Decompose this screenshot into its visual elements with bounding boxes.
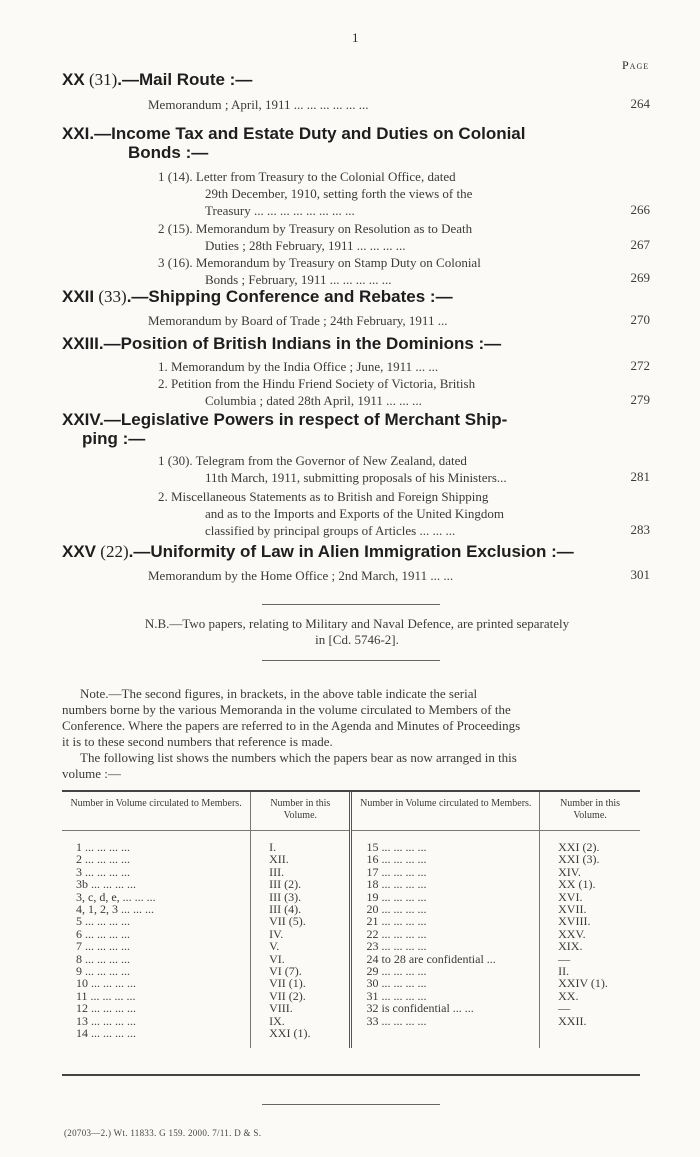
contents-entry bbox=[158, 488, 600, 539]
table-row bbox=[62, 831, 640, 854]
volume-number: IX. bbox=[251, 1015, 351, 1027]
member-number: 8 ... ... ... ... bbox=[62, 953, 251, 965]
table-row bbox=[62, 878, 640, 890]
section-reference: (33) bbox=[94, 287, 127, 306]
entry-page-number: 272 bbox=[630, 358, 650, 373]
entry-line: Memorandum ; April, 1911 ... ... ... ... ... ... bbox=[148, 97, 369, 112]
entry-line: Bonds ; February, 1911 ... ... ... ... ... bbox=[205, 272, 392, 287]
entry-line: 29th December, 1910, setting forth the views of the bbox=[205, 186, 473, 201]
table-row bbox=[62, 1002, 640, 1014]
member-number: 13 ... ... ... ... bbox=[62, 1015, 251, 1027]
entry-line: classified by principal groups of Articles ... ... ... bbox=[205, 523, 456, 538]
member-number: 31 ... ... ... ... bbox=[351, 990, 540, 1002]
section-number: XXII bbox=[62, 287, 95, 306]
table-header: Number in this Volume. bbox=[251, 792, 351, 831]
contents-entry bbox=[158, 220, 600, 254]
table-row bbox=[62, 940, 640, 952]
volume-number: IV. bbox=[251, 928, 351, 940]
member-number: 7 ... ... ... ... bbox=[62, 940, 251, 952]
volume-number: III (4). bbox=[251, 903, 351, 915]
volume-number: III. bbox=[251, 866, 351, 878]
volume-number: — bbox=[558, 1001, 571, 1016]
contents-entry bbox=[148, 312, 600, 329]
entry-line: 11th March, 1911, submitting proposals of his Ministers... bbox=[205, 470, 507, 485]
entry-line: 2. Miscellaneous Statements as to British and Foreign Shipping bbox=[158, 489, 489, 504]
member-number: 1 ... ... ... ... bbox=[62, 831, 251, 854]
contents-entry bbox=[148, 567, 600, 584]
volume-number: XVII. bbox=[558, 902, 587, 917]
entry-page-number: 267 bbox=[630, 237, 650, 252]
section-reference: (31) bbox=[84, 70, 118, 89]
volume-number: XXIV (1). bbox=[558, 976, 608, 991]
section-number: XXV bbox=[62, 542, 97, 561]
member-number: 32 is confidential ... ... bbox=[351, 1002, 540, 1014]
table-header: Number in Volume circulated to Members. bbox=[62, 792, 251, 831]
volume-number: I. bbox=[251, 831, 351, 854]
member-number: 15 ... ... ... ... bbox=[351, 831, 540, 854]
volume-number: XXI (1). bbox=[251, 1027, 351, 1047]
volume-number: XXII. bbox=[558, 1013, 587, 1028]
contents-entry bbox=[158, 254, 600, 288]
volume-number: V. bbox=[251, 940, 351, 952]
section-title: —Income Tax and Estate Duty and Duties on Colonial bbox=[94, 124, 526, 143]
member-number: 3, c, d, e, ... ... ... bbox=[62, 891, 251, 903]
note-line: volume :— bbox=[62, 766, 121, 781]
volume-number: — bbox=[558, 951, 571, 966]
entry-line: 3 (16). Memorandum by Treasury on Stamp Duty on Colonial bbox=[158, 255, 481, 270]
member-number: 12 ... ... ... ... bbox=[62, 1002, 251, 1014]
table-row bbox=[62, 915, 640, 927]
section-reference: (22) bbox=[96, 542, 129, 561]
contents-entry bbox=[158, 375, 600, 409]
table-row bbox=[62, 866, 640, 878]
section-heading bbox=[62, 410, 507, 430]
section-title: .—Uniformity of Law in Alien Immigration Exclusion :— bbox=[128, 542, 574, 561]
member-number: 3 ... ... ... ... bbox=[62, 866, 251, 878]
note-line: Conference. Where the papers are referred to in the Agenda and Minutes of Proceedings bbox=[62, 718, 521, 733]
table-bottom-rule bbox=[62, 1074, 640, 1076]
entry-page-number: 266 bbox=[630, 202, 650, 217]
volume-number bbox=[540, 1027, 640, 1047]
divider bbox=[262, 604, 440, 605]
volume-number: XXI (2). bbox=[558, 840, 600, 854]
volume-number: XVI. bbox=[558, 889, 583, 904]
section-heading bbox=[62, 287, 453, 307]
member-number: 2 ... ... ... ... bbox=[62, 853, 251, 865]
table-row bbox=[62, 1015, 640, 1027]
contents-entry bbox=[158, 168, 600, 219]
volume-number: II. bbox=[558, 964, 570, 979]
member-number: 29 ... ... ... ... bbox=[351, 965, 540, 977]
note-line: numbers borne by the various Memoranda in the volume circulated to Members of the bbox=[62, 702, 511, 717]
volume-number: XXV. bbox=[558, 926, 586, 941]
volume-number: VI. bbox=[251, 953, 351, 965]
member-number: 4, 1, 2, 3 ... ... ... bbox=[62, 903, 251, 915]
note-line: The following list shows the numbers which the papers bear as now arranged in this bbox=[80, 750, 517, 765]
entry-page-number: 301 bbox=[630, 567, 650, 582]
section-heading bbox=[62, 124, 525, 144]
member-number: 24 to 28 are confidential ... bbox=[351, 953, 540, 965]
member-number: 20 ... ... ... ... bbox=[351, 903, 540, 915]
section-number: XXI. bbox=[62, 124, 95, 143]
entry-page-number: 281 bbox=[630, 469, 650, 484]
table-row bbox=[62, 928, 640, 940]
section-title-continued: ping :— bbox=[82, 429, 146, 448]
member-number: 33 ... ... ... ... bbox=[351, 1015, 540, 1027]
section-number: XXIII. bbox=[62, 334, 104, 353]
member-number: 22 ... ... ... ... bbox=[351, 928, 540, 940]
entry-page-number: 283 bbox=[630, 522, 650, 537]
section-number: XX bbox=[62, 70, 85, 89]
member-number: 9 ... ... ... ... bbox=[62, 965, 251, 977]
member-number: 30 ... ... ... ... bbox=[351, 977, 540, 989]
entry-line: 1 (30). Telegram from the Governor of New Zealand, dated bbox=[158, 453, 467, 468]
member-number: 3b ... ... ... ... bbox=[62, 878, 251, 890]
entry-page-number: 279 bbox=[630, 392, 650, 407]
section-number: XXIV. bbox=[62, 410, 104, 429]
divider bbox=[262, 1104, 440, 1105]
section-heading bbox=[62, 542, 574, 562]
member-number: 6 ... ... ... ... bbox=[62, 928, 251, 940]
page-number: 1 bbox=[352, 30, 359, 45]
nb-line: in [Cd. 5746-2]. bbox=[315, 632, 399, 647]
table-row bbox=[62, 990, 640, 1002]
member-number bbox=[351, 1027, 540, 1047]
note-line: Note.—The second figures, in brackets, in the above table indicate the serial bbox=[80, 686, 478, 701]
note-paragraph bbox=[62, 686, 642, 782]
entry-line: Memorandum by the Home Office ; 2nd March, 1911 ... ... bbox=[148, 568, 454, 583]
entry-page-number: 270 bbox=[630, 312, 650, 327]
section-heading bbox=[62, 334, 501, 354]
member-number: 5 ... ... ... ... bbox=[62, 915, 251, 927]
table-row bbox=[62, 977, 640, 989]
volume-number: VII (1). bbox=[251, 977, 351, 989]
entry-line: 2. Petition from the Hindu Friend Society of Victoria, British bbox=[158, 376, 476, 391]
entry-line: Treasury ... ... ... ... ... ... ... ... bbox=[205, 203, 355, 218]
note-line: it is to these second numbers that reference is made. bbox=[62, 734, 333, 749]
entry-line: 1. Memorandum by the India Office ; June, 1911 ... ... bbox=[158, 359, 439, 374]
section-title: —Legislative Powers in respect of Merchant Ship- bbox=[103, 410, 508, 429]
entry-page-number: 269 bbox=[630, 270, 650, 285]
contents-entry bbox=[148, 96, 600, 113]
volume-number: XX. bbox=[558, 988, 579, 1003]
volume-number: XXI (3). bbox=[558, 852, 600, 867]
page-column-header: Page bbox=[622, 58, 650, 72]
entry-line: Duties ; 28th February, 1911 ... ... ... ... bbox=[205, 238, 406, 253]
section-title: .—Mail Route :— bbox=[117, 70, 253, 89]
entry-line: Memorandum by Board of Trade ; 24th February, 1911 ... bbox=[148, 313, 448, 328]
table-row bbox=[62, 965, 640, 977]
table-row bbox=[62, 953, 640, 965]
volume-number: VI (7). bbox=[251, 965, 351, 977]
contents-entry bbox=[158, 452, 600, 486]
entry-line: and as to the Imports and Exports of the United Kingdom bbox=[205, 506, 504, 521]
volume-number: XIV. bbox=[558, 864, 581, 879]
member-number: 16 ... ... ... ... bbox=[351, 853, 540, 865]
volume-number: XII. bbox=[251, 853, 351, 865]
volume-number: VIII. bbox=[251, 1002, 351, 1014]
volume-number: XX (1). bbox=[558, 877, 596, 892]
member-number: 21 ... ... ... ... bbox=[351, 915, 540, 927]
entry-page-number: 264 bbox=[630, 96, 650, 111]
volume-number: XIX. bbox=[558, 939, 583, 954]
member-number: 17 ... ... ... ... bbox=[351, 866, 540, 878]
entry-line: Columbia ; dated 28th April, 1911 ... ... ... bbox=[205, 393, 422, 408]
volume-number: III (3). bbox=[251, 891, 351, 903]
nb-paragraph bbox=[72, 616, 642, 648]
table-header: Number in Volume circulated to Members. bbox=[351, 792, 540, 831]
member-number: 14 ... ... ... ... bbox=[62, 1027, 251, 1047]
section-heading bbox=[62, 70, 252, 90]
section-title: —Position of British Indians in the Dominions :— bbox=[103, 334, 502, 353]
divider bbox=[262, 660, 440, 661]
member-number: 10 ... ... ... ... bbox=[62, 977, 251, 989]
nb-line: N.B.—Two papers, relating to Military and Naval Defence, are printed separately bbox=[144, 616, 570, 631]
volume-number: VII (5). bbox=[251, 915, 351, 927]
section-title: .—Shipping Conference and Rebates :— bbox=[126, 287, 453, 306]
member-number: 19 ... ... ... ... bbox=[351, 891, 540, 903]
printer-imprint: (20703—2.) Wt. 11833. G 159. 2000. 7/11. D & S. bbox=[64, 1128, 262, 1138]
entry-line: 1 (14). Letter from Treasury to the Colonial Office, dated bbox=[158, 169, 456, 184]
table-row bbox=[62, 853, 640, 865]
volume-number: VII (2). bbox=[251, 990, 351, 1002]
entry-line: 2 (15). Memorandum by Treasury on Resolution as to Death bbox=[158, 221, 473, 236]
table-header: Number in this Volume. bbox=[540, 792, 640, 831]
member-number: 18 ... ... ... ... bbox=[351, 878, 540, 890]
member-number: 11 ... ... ... ... bbox=[62, 990, 251, 1002]
volume-number: III (2). bbox=[251, 878, 351, 890]
numbering-table bbox=[62, 792, 640, 1048]
member-number: 23 ... ... ... ... bbox=[351, 940, 540, 952]
table-row bbox=[62, 903, 640, 915]
section-title-continued: Bonds :— bbox=[128, 143, 209, 162]
table-row bbox=[62, 1027, 640, 1047]
volume-number: XVIII. bbox=[558, 914, 591, 929]
contents-entry bbox=[158, 358, 600, 375]
